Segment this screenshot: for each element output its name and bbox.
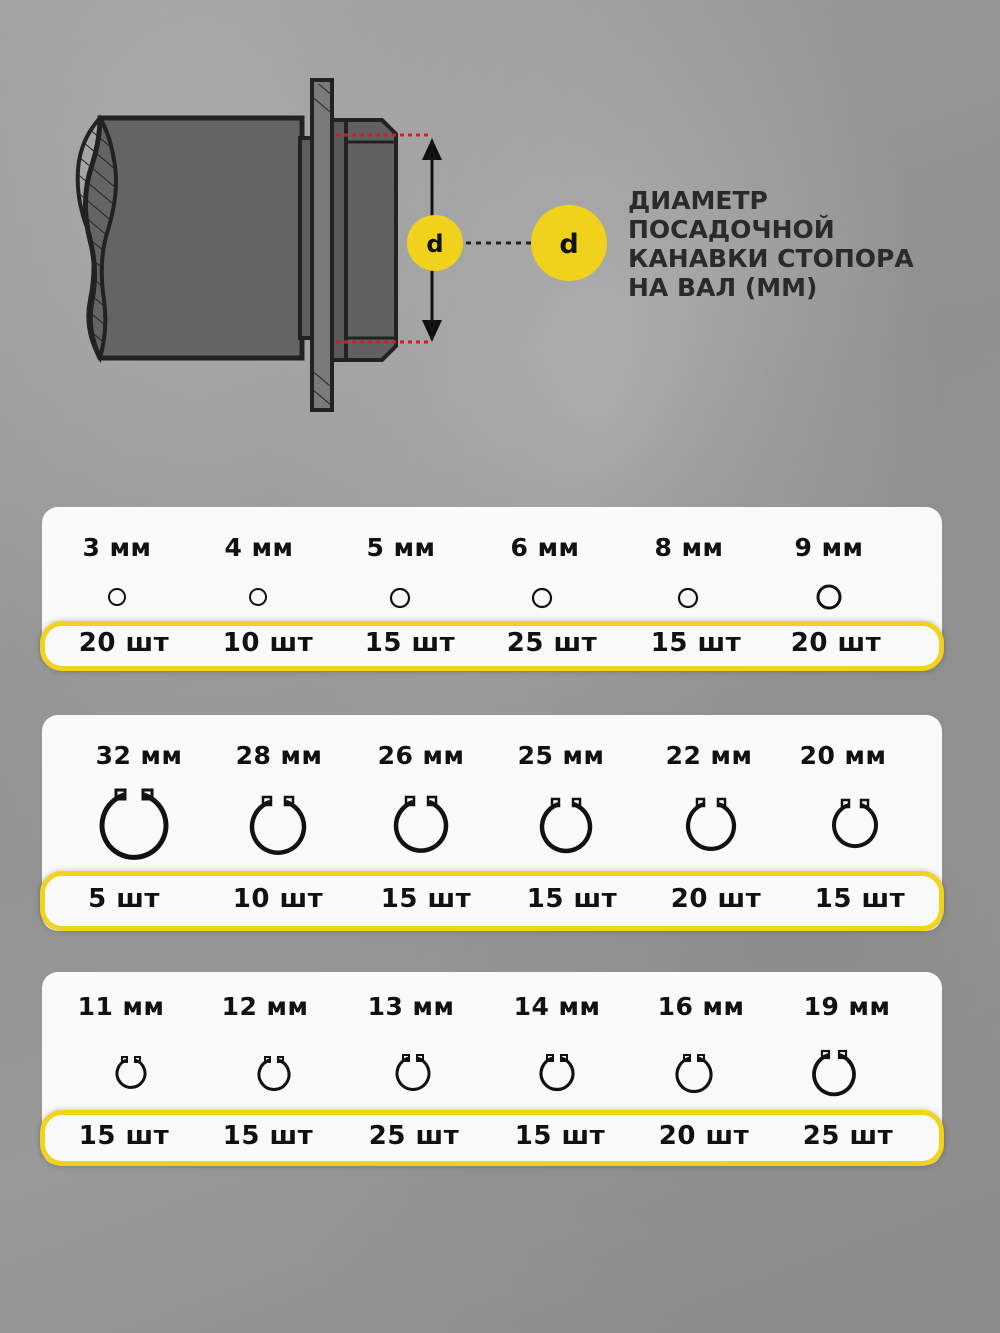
shaft [78, 118, 314, 358]
size-label: 26 мм [377, 741, 465, 770]
quantity-band-2 [40, 871, 944, 931]
quantity-label: 15 шт [364, 628, 456, 658]
legend-line: ПОСАДОЧНОЙ [628, 215, 835, 244]
quantity-label: 5 шт [88, 884, 160, 914]
shaft-groove [332, 120, 396, 360]
retaining-ring-icon [812, 579, 846, 613]
size-label: 11 мм [77, 992, 165, 1021]
size-panel-1 [42, 507, 942, 667]
size-label: 16 мм [657, 992, 745, 1021]
d-label-small: d [426, 230, 444, 258]
retaining-ring-icon [390, 793, 452, 857]
quantity-label: 15 шт [514, 1121, 606, 1151]
retaining-ring-icon [386, 583, 414, 611]
retaining-ring-icon [808, 1048, 860, 1102]
retaining-ring-icon [112, 1054, 150, 1094]
quantity-label: 15 шт [814, 884, 906, 914]
quantity-label: 25 шт [506, 628, 598, 658]
quantity-label: 20 шт [790, 628, 882, 658]
quantity-label: 15 шт [78, 1121, 170, 1151]
quantity-label: 15 шт [526, 884, 618, 914]
legend-line: КАНАВКИ СТОПОРА [628, 244, 914, 273]
retaining-ring-icon [536, 795, 596, 857]
quantity-label: 20 шт [670, 884, 762, 914]
quantity-band-1 [40, 621, 944, 671]
size-label: 22 мм [665, 741, 753, 770]
quantity-label: 10 шт [232, 884, 324, 914]
retaining-ring-icon [246, 793, 310, 859]
retaining-ring-icon [96, 785, 172, 865]
retaining-ring-icon [104, 583, 130, 609]
quantity-label: 15 шт [380, 884, 472, 914]
quantity-label: 25 шт [802, 1121, 894, 1151]
size-label: 13 мм [367, 992, 455, 1021]
size-label: 9 мм [794, 533, 864, 562]
retaining-ring-icon [682, 795, 740, 855]
size-label: 25 мм [517, 741, 605, 770]
size-label: 5 мм [366, 533, 436, 562]
size-label: 3 мм [82, 533, 152, 562]
retaining-ring-icon [672, 1052, 716, 1098]
size-label: 28 мм [235, 741, 323, 770]
size-label: 14 мм [513, 992, 601, 1021]
retaining-ring-icon [674, 583, 702, 611]
size-label: 12 мм [221, 992, 309, 1021]
retaining-ring-icon [245, 583, 271, 609]
legend-text [628, 186, 968, 302]
size-panel-2 [42, 715, 942, 931]
retaining-ring-icon [536, 1052, 578, 1096]
retaining-ring-section [312, 80, 332, 410]
quantity-label: 15 шт [222, 1121, 314, 1151]
retaining-ring-icon [828, 797, 882, 853]
legend-line: ДИАМЕТР [628, 186, 768, 215]
size-label: 19 мм [803, 992, 891, 1021]
legend-line: НА ВАЛ (ММ) [628, 273, 818, 302]
size-label: 8 мм [654, 533, 724, 562]
quantity-band-3 [40, 1110, 944, 1166]
size-label: 32 мм [95, 741, 183, 770]
size-panel-3 [42, 972, 942, 1165]
quantity-label: 20 шт [78, 628, 170, 658]
retaining-ring-icon [392, 1052, 434, 1096]
retaining-ring-icon [254, 1054, 294, 1096]
quantity-label: 10 шт [222, 628, 314, 658]
size-label: 20 мм [799, 741, 887, 770]
quantity-label: 25 шт [368, 1121, 460, 1151]
quantity-label: 15 шт [650, 628, 742, 658]
quantity-label: 20 шт [658, 1121, 750, 1151]
size-label: 6 мм [510, 533, 580, 562]
retaining-ring-icon [528, 583, 556, 611]
size-label: 4 мм [224, 533, 294, 562]
d-label-large: d [559, 229, 579, 260]
